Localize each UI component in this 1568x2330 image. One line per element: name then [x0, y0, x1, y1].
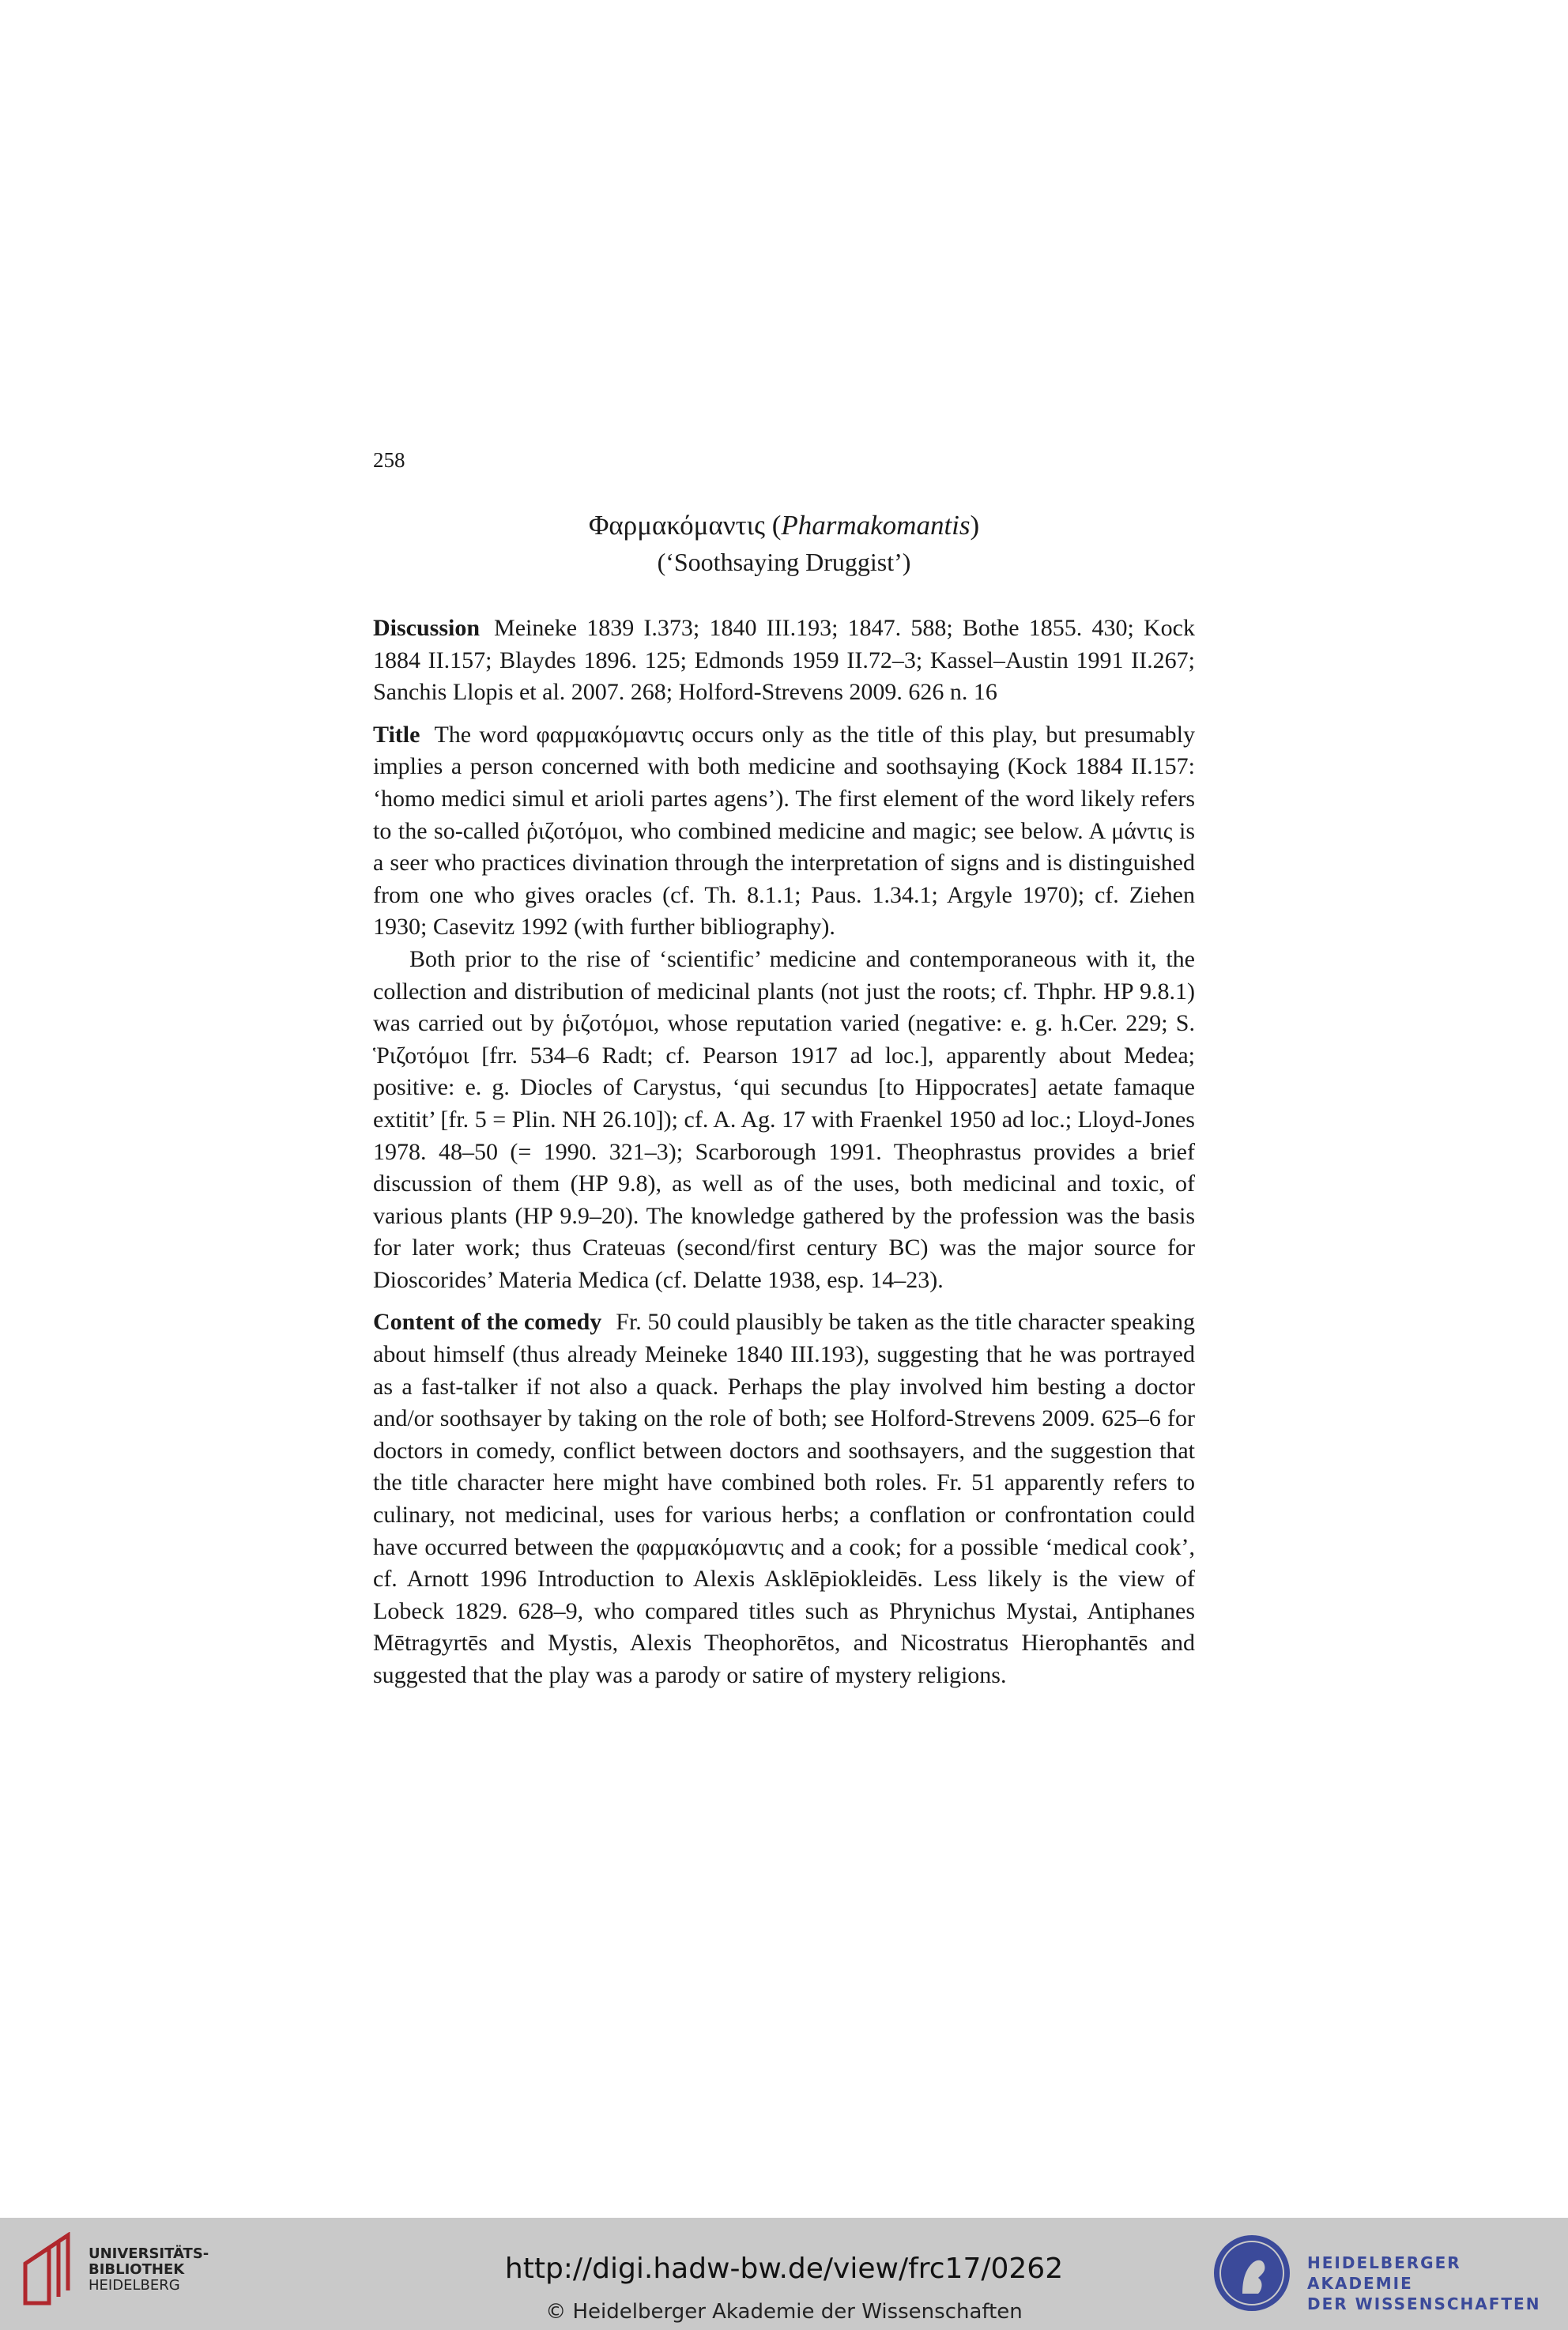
content-text: Fr. 50 could plausibly be taken as the title character speaking about himself (thus already Meineke 1840 III.193), suggesting that he was portrayed as a fast-talker if not also a quack. Perhaps the play involved him besting a doctor and/or soothsayer by taking on the role of both; see Holford-Strevens 2009. 625–6 for doctors in comedy, conflict between doctors and soothsayers, and the suggestion that the title character here might have combined both roles. Fr. 51 apparently refers to culinary, not medicinal, uses for various herbs; a conflation or confrontation could have occurred between the φαρμακόμαντις and a cook; for a possible ‘medical cook’, cf. Arnott 1996 Introduction to Alexis Asklēpiokleidēs. Less likely is the view of Lobeck 1829. 628–9, who compared titles such as Phrynichus Mystai, Antiphanes Mētragyrtēs and Mystis, Alexis Theophorētos, and Nicostratus Hierophantēs and suggested that the play was a parody or satire of mystery religions.: [373, 1309, 1195, 1688]
title-latin: Pharmakomantis: [781, 510, 971, 541]
footer-bar: [0, 2218, 1568, 2330]
main-text: [373, 613, 1195, 1692]
title-paragraph: [373, 719, 1195, 944]
page-number: 258: [373, 448, 405, 472]
discussion-text: Meineke 1839 I.373; 1840 III.193; 1847. 588; Bothe 1855. 430; Kock 1884 II.157; Blaydes 1896. 125; Edmonds 1959 II.72–3; Kassel–Austin 1991 II.267; Sanchis Llopis et al. 2007. 268; Holford-Strevens 2009. 626 n. 16: [373, 615, 1195, 706]
content-paragraph: [373, 1306, 1195, 1691]
library-line-1: UNIVERSITÄTS-: [89, 2245, 209, 2262]
content-heading: Content of the comedy: [373, 1309, 602, 1336]
library-line-2: BIBLIOTHEK: [89, 2261, 185, 2278]
page-subtitle: (‘Soothsaying Druggist’): [657, 548, 911, 576]
source-url-link[interactable]: http://digi.hadw-bw.de/view/frc17/0262: [504, 2253, 1064, 2285]
library-line-3: HEIDELBERG: [89, 2277, 180, 2294]
academy-line-1: HEIDELBERGER AKADEMIE: [1307, 2253, 1461, 2293]
discussion-paragraph: [373, 613, 1195, 709]
copyright-notice: © Heidelberger Akademie der Wissenschaften: [545, 2300, 1023, 2324]
page-title: Φαρμακόμαντις (Pharmakomantis): [588, 510, 980, 541]
title-block: [373, 507, 1195, 579]
academy-line-2: DER WISSENSCHAFTEN: [1307, 2294, 1541, 2313]
title-greek: Φαρμακόμαντις: [588, 510, 765, 541]
academy-seal-icon: [1211, 2232, 1293, 2314]
academy-name: [1307, 2253, 1568, 2314]
rhizotomoi-paragraph: Both prior to the rise of ‘scientific’ medicine and contemporaneous with it, the collection and distribution of medicinal plants (not just the roots; cf. Thphr. HP 9.8.1) was carried out by ῥιζοτόμοι, whose reputation varied (negative: e. g. h.Cer. 229; S. Ῥιζοτόμοι [frr. 534–6 Radt; cf. Pearson 1917 ad loc.], apparently about Medea; positive: e. g. Diocles of Carystus, ‘qui secundus [to Hippocrates] aetate famaque extitit’ [fr. 5 = Plin. NH 26.10]); cf. A. Ag. 17 with Fraenkel 1950 ad loc.; Lloyd-Jones 1978. 48–50 (= 1990. 321–3); Scarborough 1991. Theophrastus provides a brief discussion of them (HP 9.8), as well as of the uses, both medicinal and toxic, of various plants (HP 9.9–20). The knowledge gathered by the profession was the basis for later work; thus Crateuas (second/first century BC) was the major source for Dioscorides’ Materia Medica (cf. Delatte 1938, esp. 14–23).: [373, 945, 1195, 1293]
title-text: The word φαρμακόμαντις occurs only as the title of this play, but presumably implies a person concerned with both medicine and soothsaying (Kock 1884 II.157: ‘homo medici simul et arioli partes agens’). The first element of the word likely refers to the so-called ῥιζοτόμοι, who combined medicine and magic; see below. A μάντις is a seer who practices divination through the interpretation of signs and is distinguished from one who gives oracles (cf. Th. 8.1.1; Paus. 1.34.1; Argyle 1970); cf. Ziehen 1930; Casevitz 1992 (with further bibliography).: [373, 721, 1195, 941]
discussion-heading: Discussion: [373, 615, 481, 641]
title-heading: Title: [373, 721, 420, 748]
